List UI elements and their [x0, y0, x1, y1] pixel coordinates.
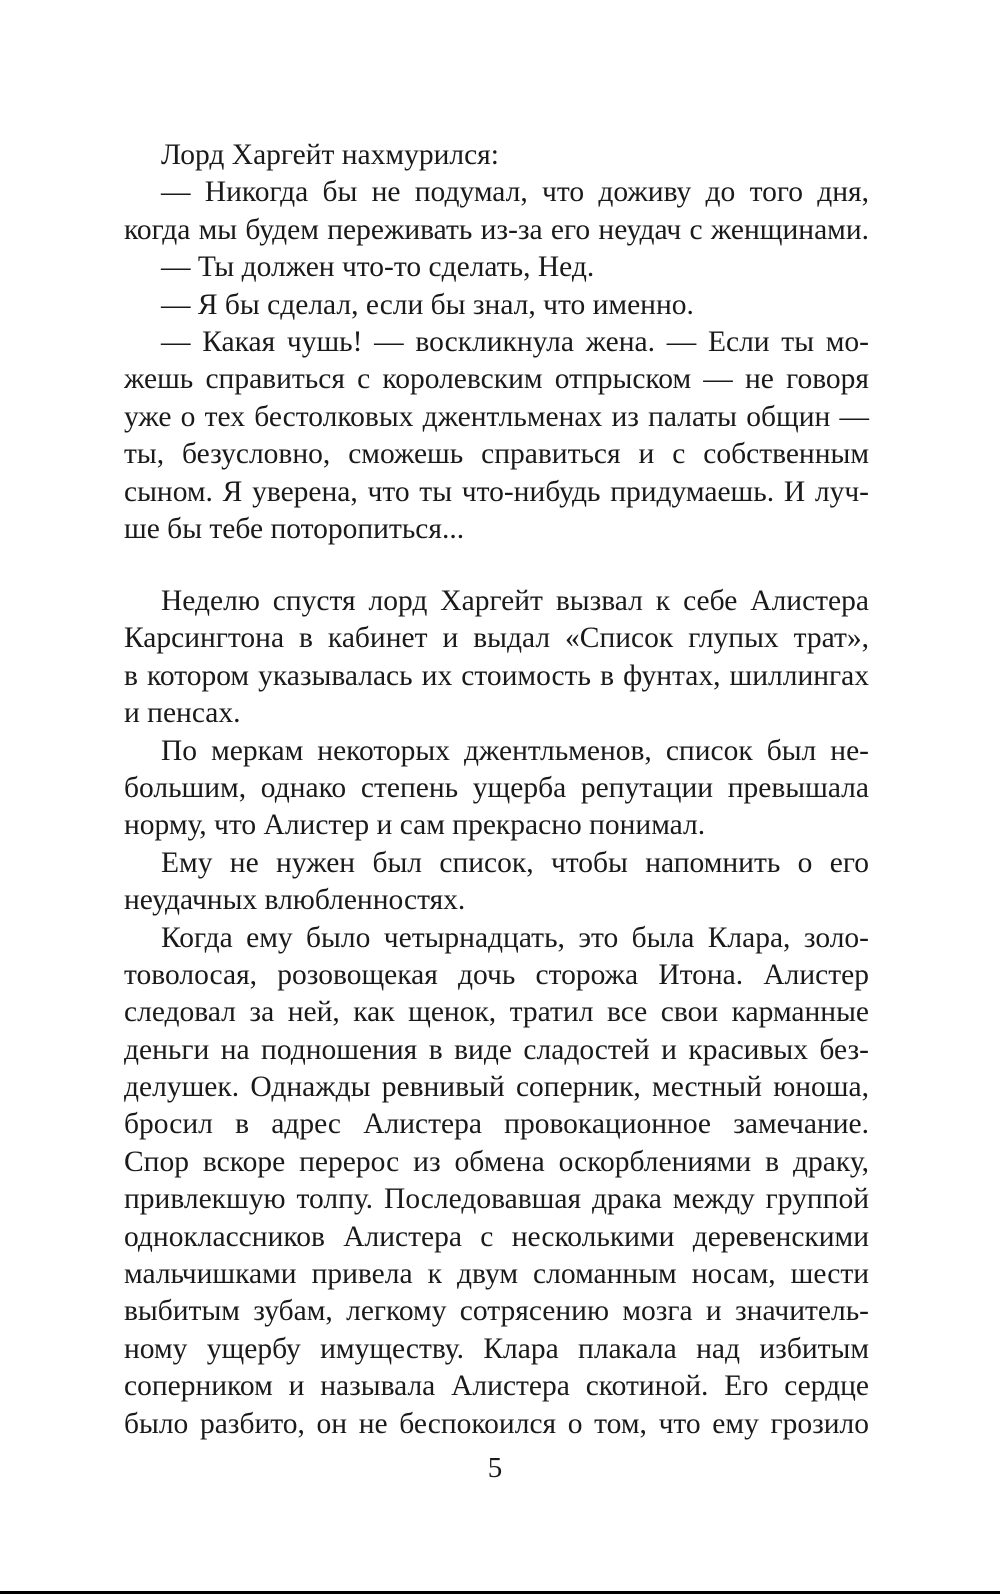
text-section-dialogue [124, 137, 869, 548]
text-line: мальчишками привела к двум сломанным носам, шести [124, 1258, 869, 1291]
text-line: товолосая, розовощекая дочь сторожа Итона. Алистер [124, 958, 869, 991]
text-line: большим, однако степень ущерба репутации превышала [124, 771, 869, 804]
text-line: ному ущербу имуществу. Клара плакала над избитым [124, 1332, 869, 1365]
text-line: бросил в адрес Алистера провокационное замечание. [124, 1108, 869, 1141]
text-line: уже о тех бестолковых джентльменах из палаты общин — [124, 400, 869, 433]
text-section-narrative [124, 583, 869, 1443]
text-line: следовал за ней, как щенок, тратил все свои карманные [124, 996, 869, 1029]
text-line: — Какая чушь! — воскликнула жена. — Если ты мо- [161, 325, 869, 358]
text-line: Спор вскоре перерос из обмена оскорблениями в драку, [124, 1145, 869, 1178]
text-line: соперником и называла Алистера скотиной. Его сердце [124, 1370, 869, 1403]
page-number: 5 [487, 1452, 503, 1484]
text-line: в котором указывалась их стоимость в фунтах, шиллингах [124, 659, 869, 692]
text-line: когда мы будем переживать из-за его неудач с женщинами. [124, 213, 869, 246]
text-line: — Никогда бы не подумал, что доживу до того дня, [161, 176, 869, 209]
text-line: деньги на подношения в виде сладостей и красивых без- [124, 1033, 869, 1066]
text-line: выбитым зубам, легкому сотрясению мозга и значитель- [124, 1295, 869, 1328]
text-line: было разбито, он не беспокоился о том, что ему грозило [124, 1407, 869, 1440]
text-line: По меркам некоторых джентльменов, список был не- [161, 734, 869, 767]
text-line: сыном. Я уверена, что ты что-нибудь придумаешь. И луч- [124, 475, 869, 508]
text-line: — Я бы сделал, если бы знал, что именно. [161, 288, 694, 321]
text-line: неудачных влюбленностях. [124, 884, 466, 917]
text-line: ты, безусловно, сможешь справиться и с собственным [124, 438, 869, 471]
text-line: жешь справиться с королевским отпрыском — не говоря [124, 363, 869, 396]
text-line: ше бы тебе поторопиться... [124, 512, 465, 545]
text-line: привлекшую толпу. Последовавшая драка между группой [124, 1183, 869, 1216]
text-line: Когда ему было четырнадцать, это была Клара, золо- [161, 921, 869, 954]
text-line: делушек. Однажды ревнивый соперник, местный юноша, [124, 1071, 869, 1104]
text-line: Карсингтона в кабинет и выдал «Список глупых трат», [124, 622, 869, 655]
text-line: и пенсах. [124, 697, 241, 730]
text-line: норму, что Алистер и сам прекрасно понимал. [124, 809, 706, 842]
text-line: одноклассников Алистера с несколькими деревенскими [124, 1220, 869, 1253]
text-line: Неделю спустя лорд Харгейт вызвал к себе Алистера [161, 585, 869, 617]
text-line: Ему не нужен был список, чтобы напомнить о его [161, 846, 869, 879]
text-line: Лорд Харгейт нахмурился: [161, 139, 499, 171]
text-line: — Ты должен что-то сделать, Нед. [161, 251, 595, 284]
